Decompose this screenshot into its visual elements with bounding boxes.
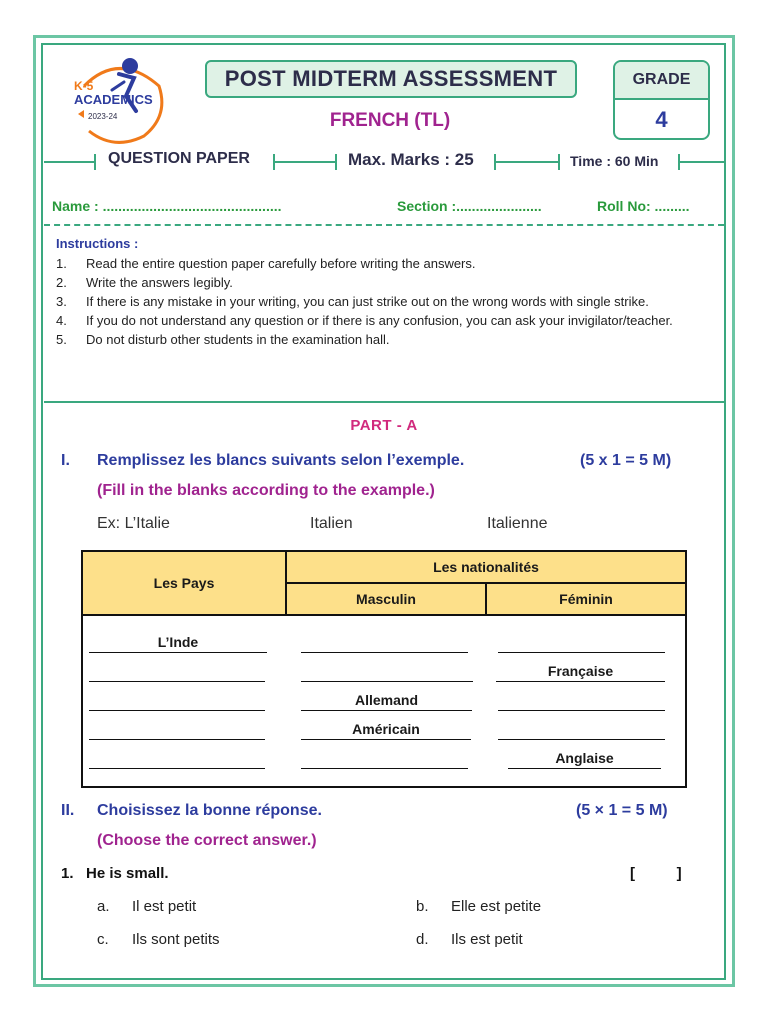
section-divider (44, 401, 724, 403)
option-a-letter: a. (97, 898, 110, 915)
time-label: Time : 60 Min (570, 153, 659, 169)
instruction-item: 5. Do not disturb other students in the examination hall. (56, 332, 390, 347)
example-masculine: Italien (310, 515, 353, 532)
max-marks-label: Max. Marks : 25 (348, 150, 474, 169)
blank-fem-4[interactable] (498, 717, 665, 740)
k5-academics-logo (64, 56, 174, 146)
question-1-marks: (5 x 1 = 5 M) (580, 452, 672, 469)
question-paper-label: QUESTION PAPER (108, 150, 250, 167)
instructions-block (56, 236, 714, 350)
option-b-text: Elle est petite (451, 898, 542, 915)
instruction-item: 2. Write the answers legibly. (56, 275, 233, 290)
question-2-number: II. (61, 802, 75, 819)
instruction-item: 4. If you do not understand any question or if there is any confusion, you can ask your invigilator/teacher. (56, 313, 673, 328)
instruction-item: 1. Read the entire question paper carefully before writing the answers. (56, 256, 476, 271)
question-2-item-1: 1. He is small. (61, 865, 169, 882)
question-2-subtitle: (Choose the correct answer.) (97, 832, 317, 849)
meta-rule-4 (678, 161, 724, 163)
question-2-marks: (5 × 1 = 5 M) (576, 802, 668, 819)
roll-no-field[interactable]: Roll No: ......... (597, 198, 690, 214)
meta-rule-1 (44, 161, 94, 163)
instructions-heading: Instructions : (56, 236, 139, 251)
blank-masc-5[interactable] (301, 746, 468, 769)
option-d-text: Ils est petit (451, 931, 523, 948)
grade-box (613, 60, 710, 140)
logo-year: 2023-24 (88, 112, 118, 121)
example-feminine: Italienne (487, 515, 548, 532)
meta-tick (335, 154, 337, 170)
name-field[interactable]: Name : .............................................. (52, 198, 282, 214)
example-country: Ex: L’Italie (97, 515, 170, 532)
option-d-letter: d. (416, 931, 429, 948)
instruction-item: 3. If there is any mistake in your writing, you can just strike out on the wrong words with single strike. (56, 294, 649, 309)
blank-pays-4[interactable] (89, 717, 265, 740)
option-c-text: Ils sont petits (132, 931, 220, 948)
option-a-text: Il est petit (132, 898, 197, 915)
answer-bracket[interactable]: [ ] (630, 865, 682, 882)
blank-fem-2[interactable]: Française (496, 659, 665, 682)
meta-rule-3 (494, 161, 558, 163)
blank-fem-1[interactable] (498, 630, 665, 653)
meta-rule-2 (273, 161, 335, 163)
option-c-letter: c. (97, 931, 109, 948)
part-a-heading: PART - A (350, 417, 418, 434)
col-nationalites: Les nationalités (286, 551, 686, 583)
blank-pays-5[interactable] (89, 746, 265, 769)
subject-title: FRENCH (TL) (329, 110, 451, 131)
assessment-title: POST MIDTERM ASSESSMENT (205, 60, 577, 98)
option-b-letter: b. (416, 898, 429, 915)
logo-k5: K-5 (74, 79, 94, 93)
blank-fem-5[interactable]: Anglaise (508, 746, 661, 769)
blank-fem-3[interactable] (498, 688, 665, 711)
section-field[interactable]: Section :...................... (397, 198, 542, 214)
col-masculin: Masculin (286, 583, 486, 615)
blank-masc-1[interactable] (301, 630, 468, 653)
blank-pays-1[interactable]: L’Inde (89, 630, 267, 653)
blank-pays-2[interactable] (89, 659, 265, 682)
grade-value: 4 (655, 107, 668, 132)
blank-masc-4[interactable]: Américain (301, 717, 471, 740)
question-1-title: Remplissez les blancs suivants selon l’exemple. (97, 452, 465, 469)
dashed-divider (44, 224, 724, 226)
blank-masc-2[interactable] (301, 659, 473, 682)
question-2-title: Choisissez la bonne réponse. (97, 802, 322, 819)
meta-tick (94, 154, 96, 170)
blank-pays-3[interactable] (89, 688, 265, 711)
question-1-subtitle: (Fill in the blanks according to the example.) (97, 482, 435, 499)
meta-tick (558, 154, 560, 170)
logo-academics: ACADEMICS (74, 92, 153, 107)
grade-label: GRADE (615, 62, 708, 100)
col-pays: Les Pays (82, 551, 286, 615)
col-feminin: Féminin (486, 583, 686, 615)
question-1-number: I. (61, 452, 70, 469)
blank-masc-3[interactable]: Allemand (301, 688, 472, 711)
